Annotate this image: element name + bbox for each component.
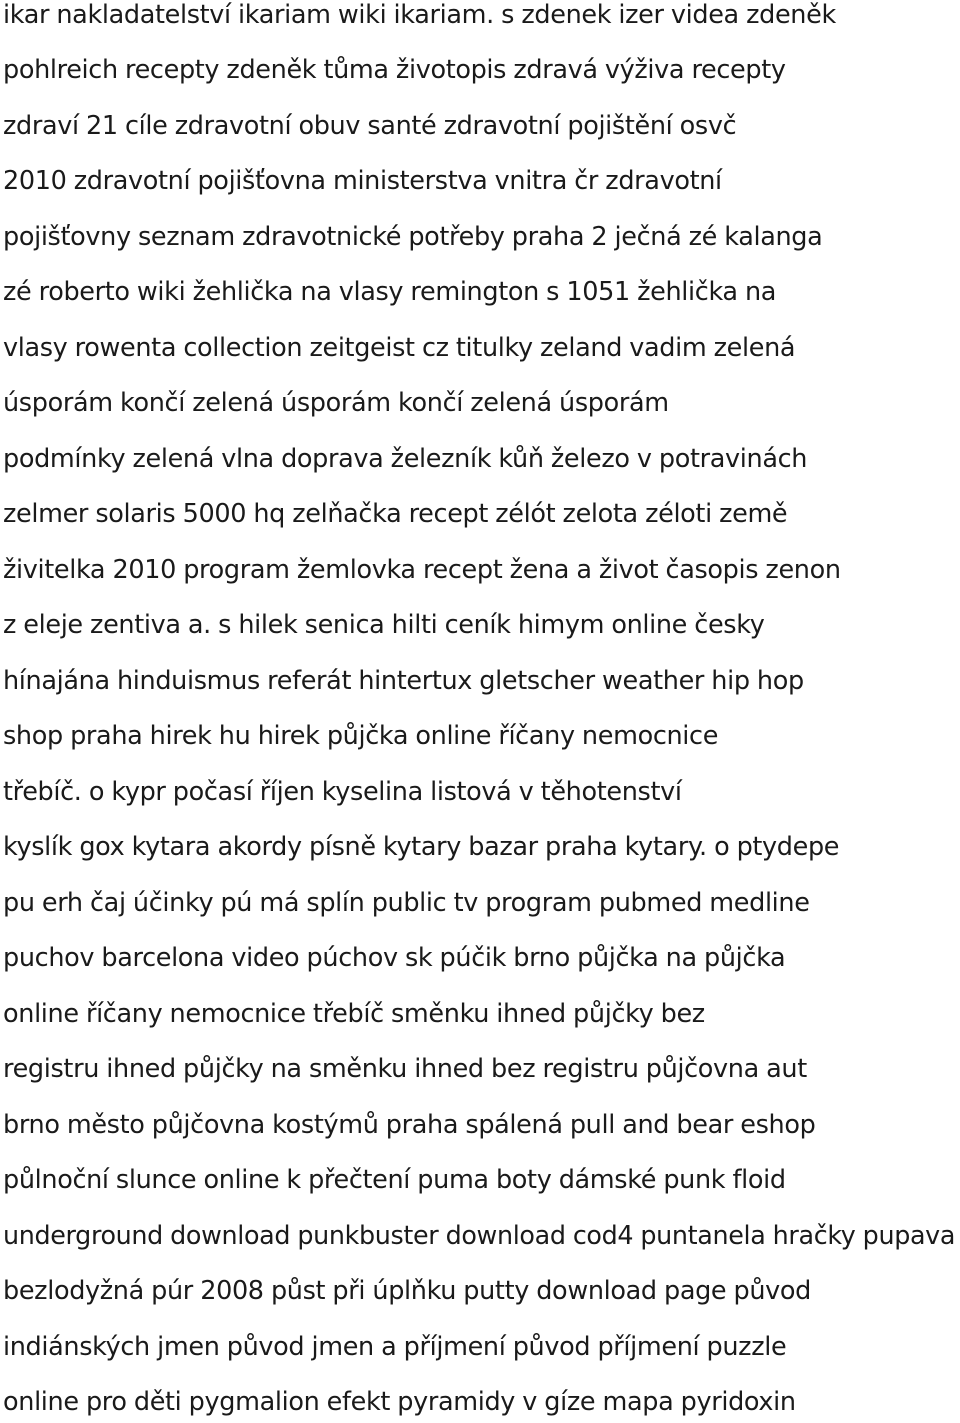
text-line: z eleje zentiva a. s hilek senica hilti ceník himym online česky [3,610,765,640]
text-line: underground download punkbuster download cod4 puntanela hračky pupava [3,1221,956,1251]
text-line: bezlodyžná púr 2008 půst při úplňku putty download page původ [3,1276,812,1306]
text-line: online pro děti pygmalion efekt pyramidy v gíze mapa pyridoxin [3,1387,796,1417]
text-line: třebíč. o kypr počasí říjen kyselina listová v těhotenství [3,777,682,807]
text-line: pohlreich recepty zdeněk tůma životopis zdravá výživa recepty [3,55,786,85]
text-line: puchov barcelona video púchov sk púčik brno půjčka na půjčka [3,943,786,973]
text-line: ikar nakladatelství ikariam wiki ikariam. s zdenek izer videa zdeněk [3,0,836,30]
text-line: zelmer solaris 5000 hq zelňačka recept zélót zelota zéloti země [3,499,788,529]
text-line: vlasy rowenta collection zeitgeist cz titulky zeland vadim zelená [3,333,796,363]
text-line: zé roberto wiki žehlička na vlasy remington s 1051 žehlička na [3,277,777,307]
text-line: hínajána hinduismus referát hintertux gletscher weather hip hop [3,666,804,696]
text-line: živitelka 2010 program žemlovka recept žena a život časopis zenon [3,555,841,585]
text-line: zdraví 21 cíle zdravotní obuv santé zdravotní pojištění osvč [3,111,737,141]
text-line: 2010 zdravotní pojišťovna ministerstva vnitra čr zdravotní [3,166,722,196]
text-line: pu erh čaj účinky pú má splín public tv program pubmed medline [3,888,810,918]
text-line: půlnoční slunce online k přečtení puma boty dámské punk floid [3,1165,786,1195]
text-line: pojišťovny seznam zdravotnické potřeby praha 2 ječná zé kalanga [3,222,823,252]
text-line: online říčany nemocnice třebíč směnku ihned půjčky bez [3,999,705,1029]
text-line: registru ihned půjčky na směnku ihned bez registru půjčovna aut [3,1054,807,1084]
text-line: kyslík gox kytara akordy písně kytary bazar praha kytary. o ptydepe [3,832,840,862]
text-line: úsporám končí zelená úsporám končí zelená úsporám [3,388,669,418]
text-line: brno město půjčovna kostýmů praha spálená pull and bear eshop [3,1110,816,1140]
text-line: podmínky zelená vlna doprava železník kůň železo v potravinách [3,444,808,474]
text-line: indiánských jmen původ jmen a příjmení původ příjmení puzzle [3,1332,787,1362]
text-line: shop praha hirek hu hirek půjčka online říčany nemocnice [3,721,719,751]
